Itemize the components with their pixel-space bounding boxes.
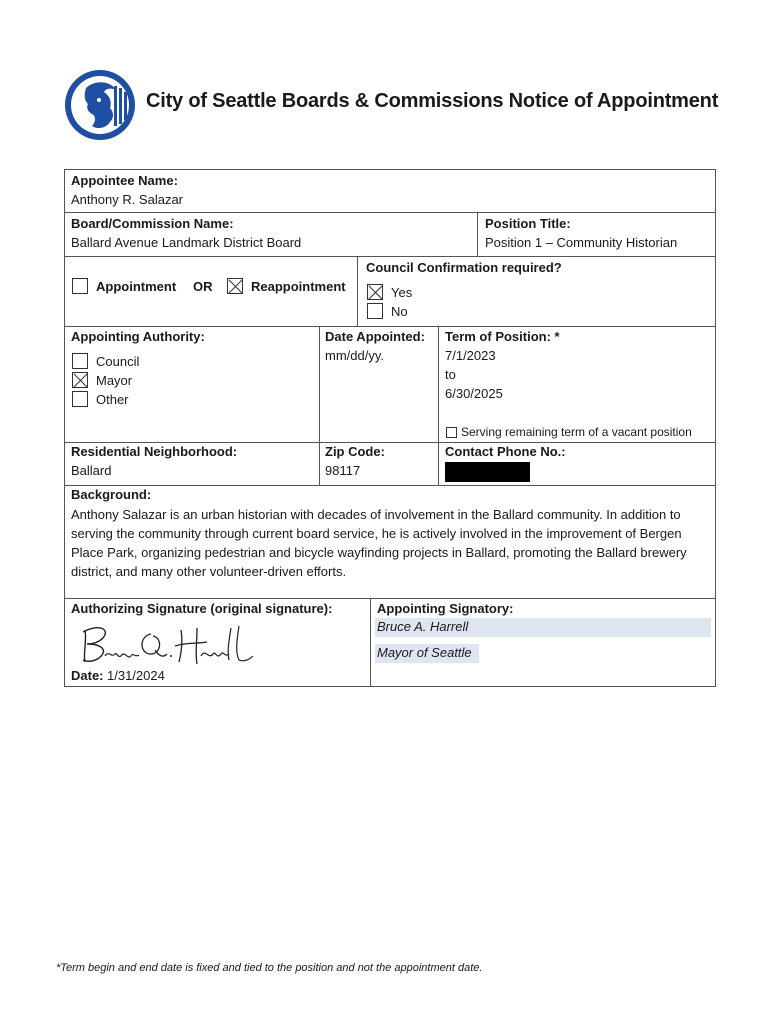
signature-date-label: Date: xyxy=(71,668,104,683)
authority-other-label: Other xyxy=(96,392,129,407)
seattle-seal-icon xyxy=(64,68,136,142)
council-yes-label: Yes xyxy=(391,285,413,300)
council-no-checkbox[interactable] xyxy=(367,303,383,319)
neighborhood-label: Residential Neighborhood: xyxy=(71,444,238,459)
appointing-authority-label: Appointing Authority: xyxy=(71,329,205,344)
authority-mayor-checkbox[interactable] xyxy=(72,372,88,388)
appointee-name-label: Appointee Name: xyxy=(71,173,178,188)
signatory-name-field[interactable]: Bruce A. Harrell xyxy=(375,618,711,637)
zip-code-value: 98117 xyxy=(325,463,361,478)
authority-mayor-label: Mayor xyxy=(96,373,133,388)
page-title: City of Seattle Boards & Commissions Notice of Appointment xyxy=(146,90,719,112)
authority-council-label: Council xyxy=(96,354,140,369)
board-name-label: Board/Commission Name: xyxy=(71,216,234,231)
handwritten-signature xyxy=(77,620,257,672)
contact-phone-label: Contact Phone No.: xyxy=(445,444,566,459)
date-appointed-label: Date Appointed: xyxy=(325,329,425,344)
vacant-position-checkbox[interactable] xyxy=(446,427,457,438)
position-title-value: Position 1 – Community Historian xyxy=(485,235,678,250)
board-name-value: Ballard Avenue Landmark District Board xyxy=(71,235,302,250)
appointing-signatory-label: Appointing Signatory: xyxy=(377,601,514,616)
appointment-checkbox[interactable] xyxy=(72,278,88,294)
authority-council-checkbox[interactable] xyxy=(72,353,88,369)
council-no-label: No xyxy=(391,304,408,319)
appointment-label: Appointment xyxy=(96,279,177,294)
term-start: 7/1/2023 xyxy=(445,348,496,363)
appointment-form xyxy=(64,169,716,687)
contact-phone-redaction xyxy=(445,462,530,482)
reappointment-label: Reappointment xyxy=(251,279,346,294)
signature-date-value: 1/31/2024 xyxy=(107,668,165,683)
background-text: Anthony Salazar is an urban historian with decades of involvement in the Ballard community. In addition to serving the community through current board service, he is actively involved in the improvement of Bergen Place Park, organizing pedestrian and bicycle wayfinding projects in Ballard, promoting the Ballard brewery district, and many other volunteer-driven efforts. xyxy=(71,507,687,579)
background-label: Background: xyxy=(71,487,152,502)
appointee-name-value: Anthony R. Salazar xyxy=(71,192,184,207)
reappointment-checkbox[interactable] xyxy=(227,278,243,294)
or-label: OR xyxy=(193,279,213,294)
position-title-label: Position Title: xyxy=(485,216,571,231)
vacant-position-label: Serving remaining term of a vacant position xyxy=(461,425,692,439)
date-appointed-value: mm/dd/yy. xyxy=(325,348,384,363)
zip-code-label: Zip Code: xyxy=(325,444,385,459)
term-footnote: *Term begin and end date is fixed and tied to the position and not the appointment date. xyxy=(56,962,483,974)
authorizing-signature-label: Authorizing Signature (original signature): xyxy=(71,601,333,616)
signatory-title-field[interactable]: Mayor of Seattle xyxy=(375,644,479,663)
term-label: Term of Position: * xyxy=(445,329,560,344)
term-to: to xyxy=(445,367,456,382)
term-end: 6/30/2025 xyxy=(445,386,503,401)
authority-other-checkbox[interactable] xyxy=(72,391,88,407)
council-confirmation-label: Council Confirmation required? xyxy=(366,260,562,275)
neighborhood-value: Ballard xyxy=(71,463,112,478)
council-yes-checkbox[interactable] xyxy=(367,284,383,300)
